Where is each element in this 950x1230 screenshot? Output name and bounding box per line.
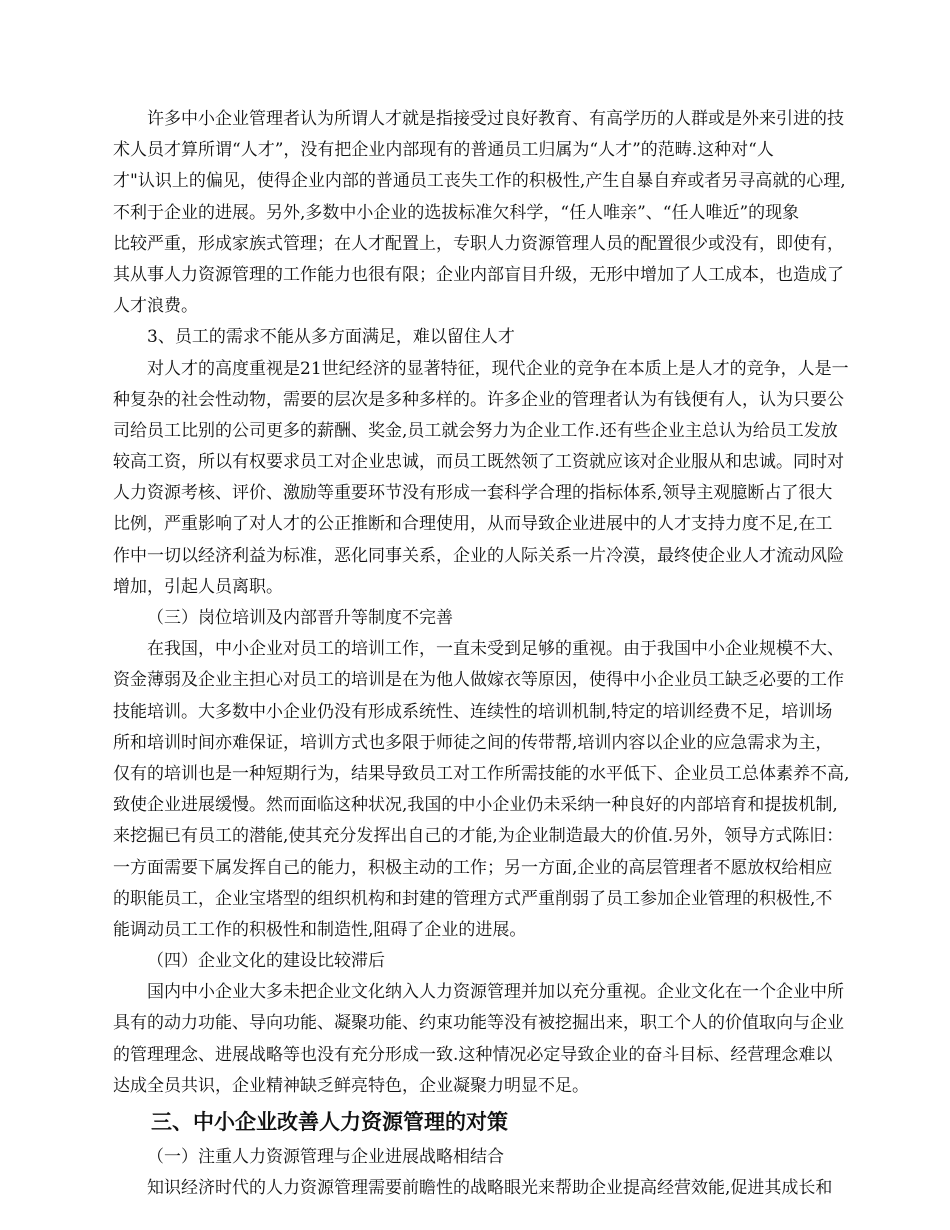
paragraph-line: 术人员才算所谓“人才”，没有把企业内部现有的普通员工归属为“人才”的范畴.这种对“人 bbox=[113, 140, 774, 161]
paragraph-line: 不利于企业的进展。另外,多数中小企业的选拔标准欠科学，“任人唯亲”、“任人唯近”的现象 bbox=[113, 202, 800, 223]
paragraph-line: 具有的动力功能、导向功能、凝聚功能、约束功能等没有被挖掘出来，职工个人的价值取向与企业 bbox=[113, 1013, 844, 1034]
paragraph-line: 能调动员工工作的积极性和制造性,阻碍了企业的进展。 bbox=[113, 919, 527, 940]
paragraph-line: 的管理理念、进展战略等也没有充分形成一致.这种情况必定导致企业的奋斗目标、经营理念难以 bbox=[113, 1044, 833, 1065]
paragraph-line: 其从事人力资源管理的工作能力也很有限；企业内部盲目升级，无形中增加了人工成本，也造成了 bbox=[113, 264, 844, 285]
paragraph-line: 所和培训时间亦难保证，培训方式也多限于师徒之间的传带帮,培训内容以企业的应急需求为主， bbox=[113, 732, 833, 753]
paragraph-line: 国内中小企业大多未把企业文化纳入人力资源管理并加以充分重视。企业文化在一个企业中所 bbox=[147, 982, 844, 1003]
paragraph-line: 仅有的培训也是一种短期行为，结果导致员工对工作所需技能的水平低下、企业员工总体素养不高, bbox=[113, 763, 850, 784]
paragraph-line: 致使企业进展缓慢。然而面临这种状况,我国的中小企业仍未采纳一种良好的内部培育和提拔机制, bbox=[113, 795, 838, 816]
paragraph-line: 较高工资，所以有权要求员工对企业忠诚，而员工既然领了工资就应该对企业服从和忠诚。同时对 bbox=[113, 452, 844, 473]
subsection-heading: （三）岗位培训及内部晋升等制度不完善 bbox=[147, 608, 453, 628]
paragraph-line: 才"认识上的偏见，使得企业内部的普通员工丧失工作的积极性,产生自暴自弃或者另寻高就的心理, bbox=[113, 171, 846, 192]
paragraph-line: 司给员工比别的公司更多的薪酬、奖金,员工就会努力为企业工作.还有些企业主总认为给员工发放 bbox=[113, 420, 838, 441]
paragraph-line: 许多中小企业管理者认为所谓人才就是指接受过良好教育、有高学历的人群或是外来引进的技 bbox=[147, 109, 844, 129]
paragraph-line: 技能培训。大多数中小企业仍没有形成系统性、连续性的培训机制,特定的培训经费不足，培训场 bbox=[113, 701, 833, 722]
paragraph-line: 达成全员共识，企业精神缺乏鲜亮特色，企业凝聚力明显不足。 bbox=[113, 1075, 589, 1096]
paragraph-line: 增加，引起人员离职。 bbox=[113, 576, 283, 597]
paragraph-line: 比例，严重影响了对人才的公正推断和合理使用，从而导致企业进展中的人才支持力度不足,在工 bbox=[113, 514, 833, 535]
paragraph-line: 种复杂的社会性动物，需要的层次是多种多样的。许多企业的管理者认为有钱便有人，认为只要公 bbox=[113, 389, 844, 410]
subsection-heading: 3、员工的需求不能从多方面满足，难以留住人才 bbox=[147, 327, 515, 348]
section-heading: 三、中小企业改善人力资源管理的对策 bbox=[151, 1110, 508, 1134]
paragraph-line: 资金薄弱及企业主担心对员工的培训是在为他人做嫁衣等原因，使得中小企业员工缺乏必要的工作 bbox=[113, 670, 844, 691]
document-page bbox=[113, 104, 850, 1204]
paragraph-line: 作中一切以经济利益为标准，恶化同事关系，企业的人际关系一片冷漠，最终使企业人才流动风险 bbox=[113, 545, 844, 566]
subsection-heading: （一）注重人力资源管理与企业进展战略相结合 bbox=[147, 1147, 504, 1167]
paragraph-line: 知识经济时代的人力资源管理需要前瞻性的战略眼光来帮助企业提高经营效能,促进其成长和 bbox=[147, 1178, 833, 1199]
subsection-heading: （四）企业文化的建设比较滞后 bbox=[147, 951, 385, 972]
paragraph-line: 来挖掘已有员工的潜能,使其充分发挥出自己的才能,为企业制造最大的价值.另外，领导方式陈旧： bbox=[113, 826, 844, 847]
paragraph-line: 在我国，中小企业对员工的培训工作，一直未受到足够的重视。由于我国中小企业规模不大、 bbox=[147, 639, 844, 660]
paragraph-line: 对人才的高度重视是21世纪经济的显著特征，现代企业的竞争在本质上是人才的竞争，人是一 bbox=[147, 358, 849, 379]
paragraph-line: 的职能员工，企业宝塔型的组织机构和封建的管理方式严重削弱了员工参加企业管理的积极性,不 bbox=[113, 888, 833, 909]
paragraph-line: 人力资源考核、评价、激励等重要环节没有形成一套科学合理的指标体系,领导主观臆断占了很大 bbox=[113, 483, 833, 504]
paragraph-line: 一方面需要下属发挥自己的能力，积极主动的工作；另一方面,企业的高层管理者不愿放权给相应 bbox=[113, 857, 833, 878]
paragraph-line: 比较严重，形成家族式管理；在人才配置上，专职人力资源管理人员的配置很少或没有，即使有， bbox=[113, 233, 844, 254]
paragraph-line: 人才浪费。 bbox=[113, 296, 198, 317]
